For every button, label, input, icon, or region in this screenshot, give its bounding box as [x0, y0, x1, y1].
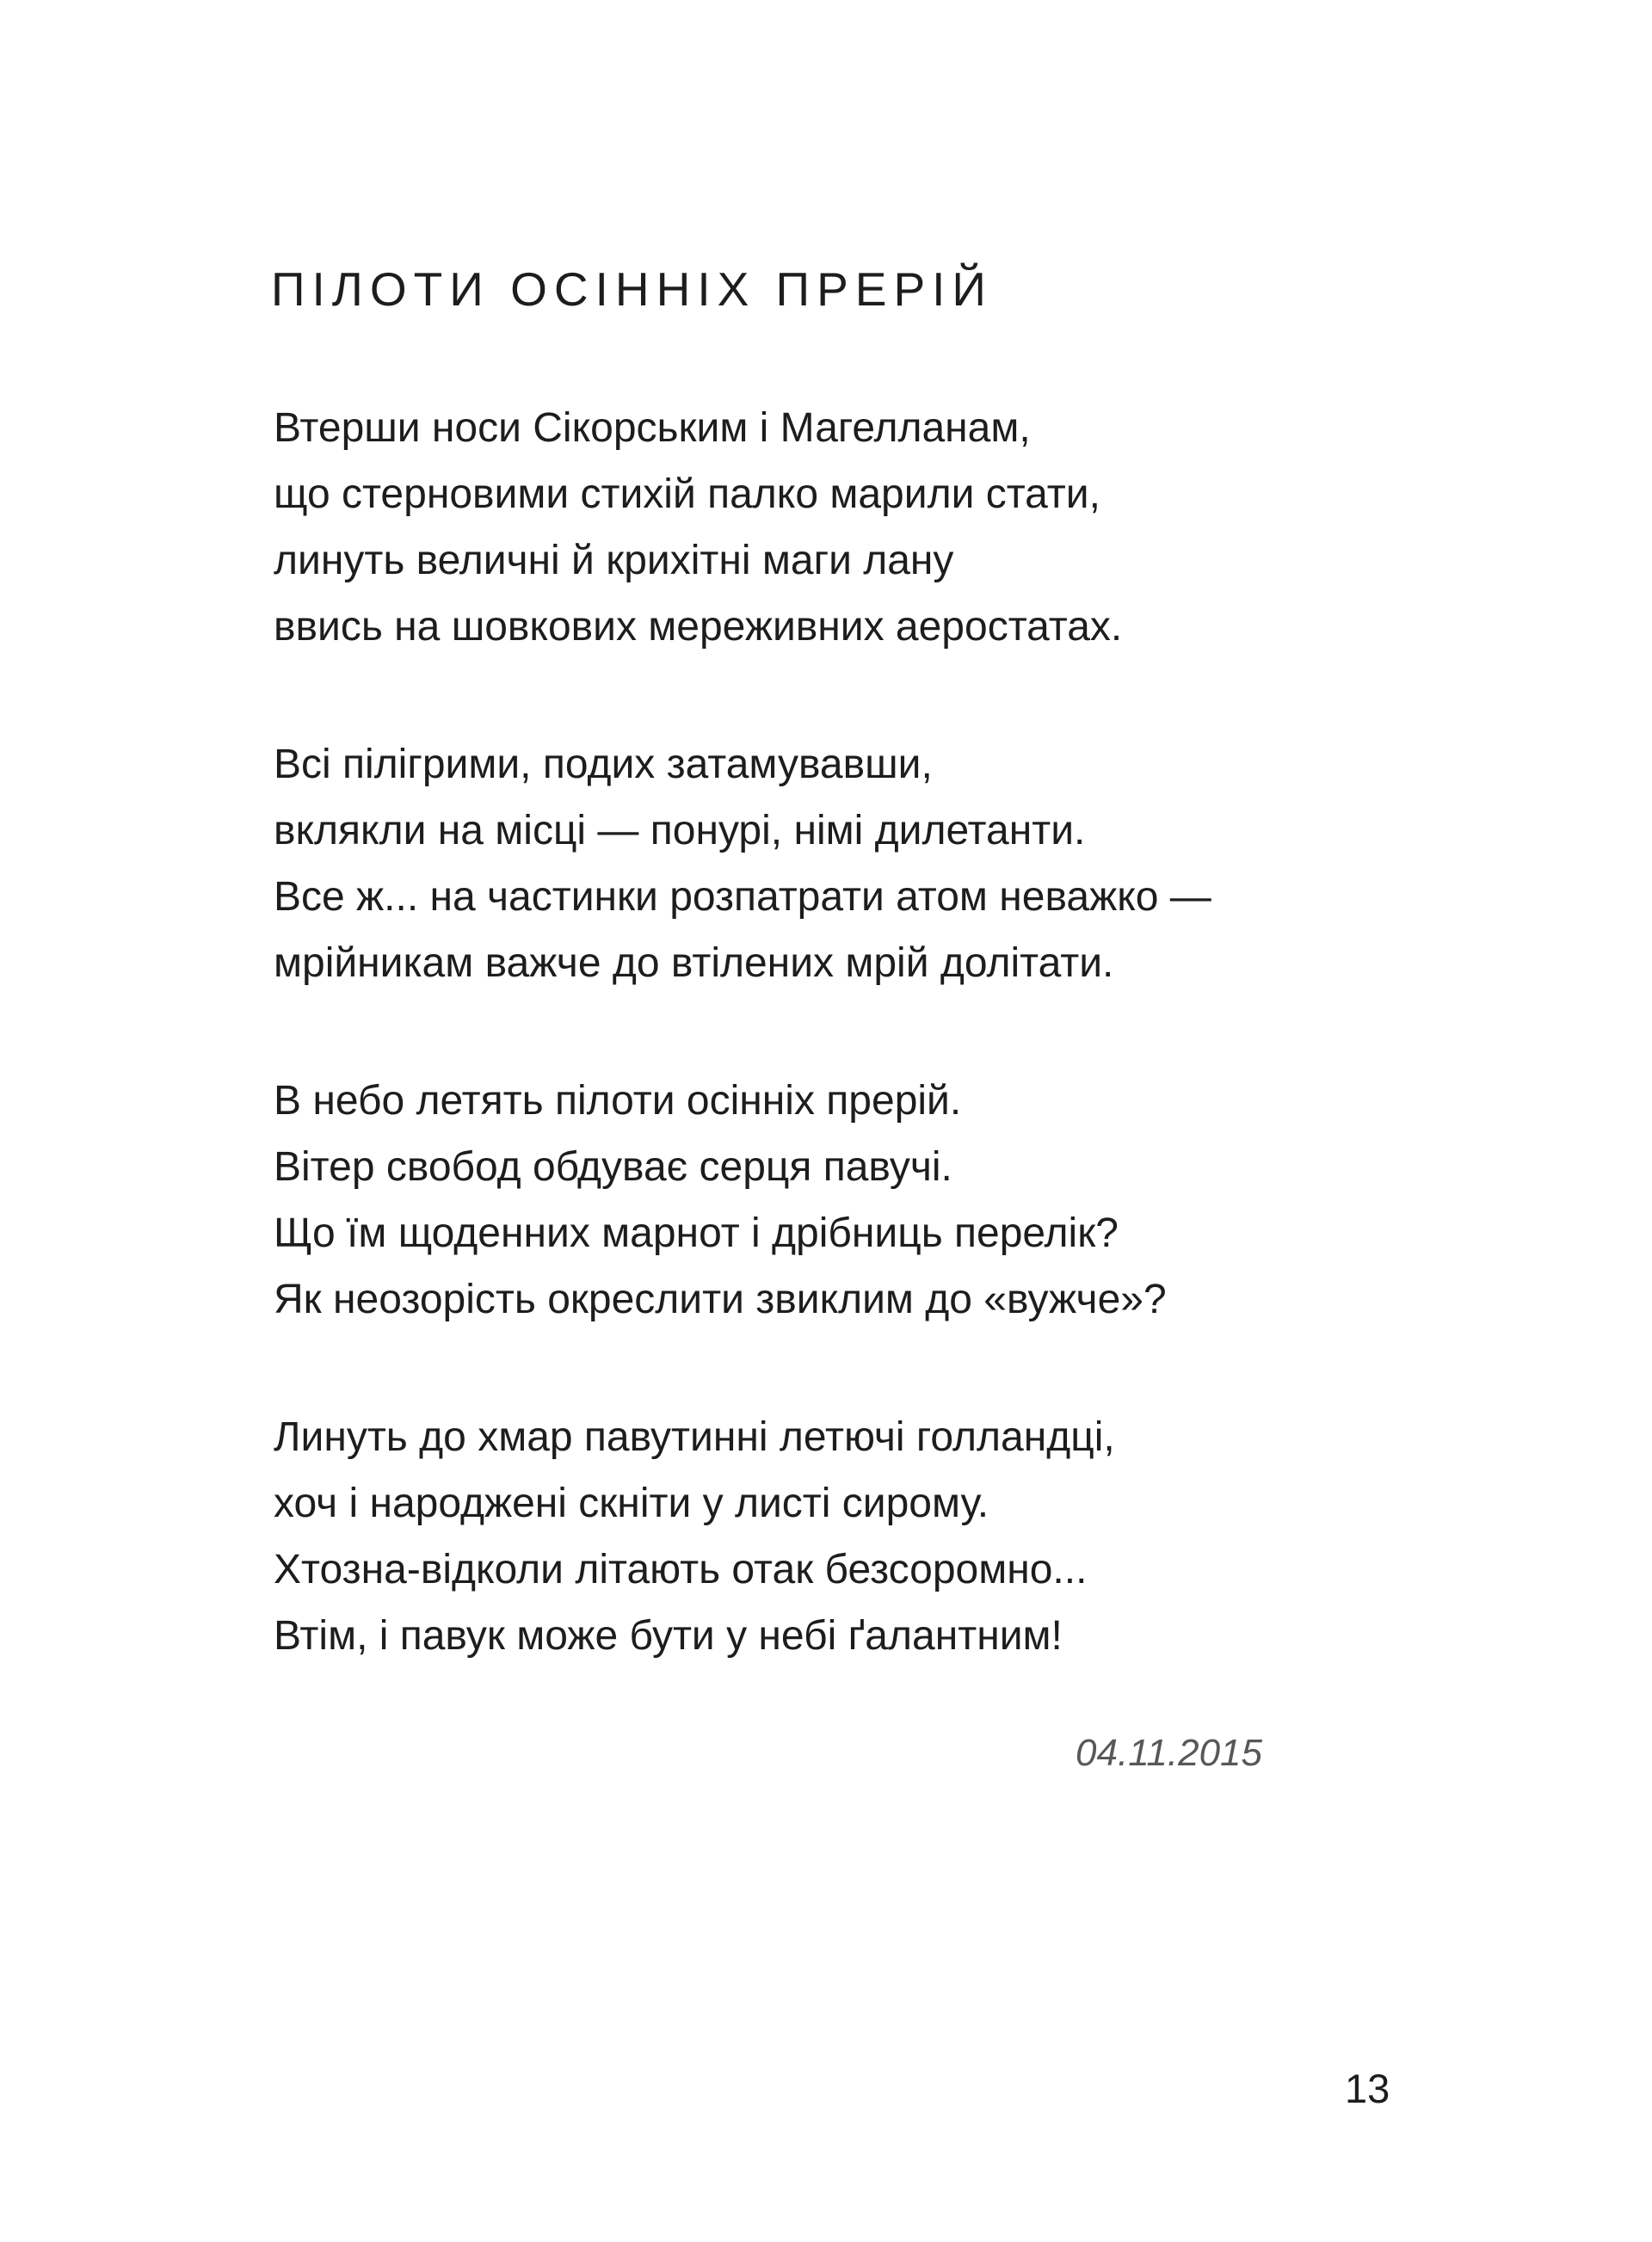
poem-line: Втім, і павук може бути у небі ґалантним! [274, 1613, 1063, 1659]
poem-stanza-2 [274, 731, 1211, 996]
page-number: 13 [1345, 2066, 1390, 2111]
poem-line: що стерновими стихій палко марили стати, [274, 471, 1100, 517]
poem-line: вклякли на місці — понурі, німі дилетанти. [274, 808, 1086, 853]
poem-line: мрійникам важче до втілених мрій долітати. [274, 940, 1114, 986]
poem-stanza-4 [274, 1404, 1115, 1669]
poem-line: Хтозна-відколи літають отак безсоромно... [274, 1547, 1088, 1592]
poem-line: Линуть до хмар павутинні летючі голландці, [274, 1414, 1115, 1460]
poem-line: В небо летять пілоти осінніх прерій. [274, 1078, 962, 1124]
poem-stanza-3 [274, 1068, 1167, 1333]
poem-line: Як неозорість окреслити звиклим до «вужче»? [274, 1277, 1167, 1322]
poem-line: Все ж... на частинки розпатрати атом неважко — [274, 874, 1211, 920]
poem-date: 04.11.2015 [1076, 1732, 1262, 1774]
poem-line: Втерши носи Сікорським і Магелланам, [274, 405, 1031, 451]
poem-line: линуть величні й крихітні маги лану [274, 538, 954, 583]
poem-line: Що їм щоденних марнот і дрібниць перелік? [274, 1210, 1119, 1256]
poem-line: хоч і народжені скніти у листі сирому. [274, 1481, 989, 1526]
poem-line: Всі пілігрими, подих затамувавши, [274, 742, 933, 787]
poem-stanza-1 [274, 395, 1122, 660]
poem-line: Вітер свобод обдуває серця павучі. [274, 1144, 952, 1190]
poem-line: ввись на шовкових мереживних аеростатах. [274, 604, 1123, 650]
poem-title: ПІЛОТИ ОСІННІХ ПРЕРІЙ [271, 262, 993, 316]
